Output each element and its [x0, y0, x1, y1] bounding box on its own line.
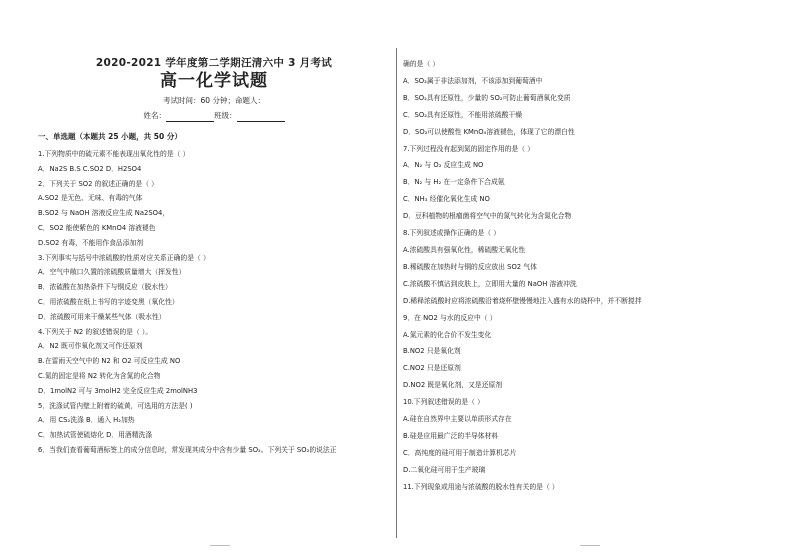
subject-title: 高一化学试题: [160, 71, 268, 91]
question-line: B.NO2 只是氧化剂: [403, 347, 461, 356]
question-line: A．用 CS₂洗涤 B．通入 H₂加热: [38, 416, 135, 425]
question-line: C．高纯度的硅可用于制造计算机芯片: [403, 448, 517, 457]
exam-info-text: 考试时间：60 分钟；命题人：: [163, 96, 265, 105]
page-footer-left: [210, 545, 230, 554]
question-line: C．加热试管使硫熔化 D．用酒精洗涤: [38, 431, 153, 440]
question-line: 3.下列事实与括号中浓硫酸的性质对应关系正确的是（ ）: [38, 253, 210, 262]
question-line: 7.下列过程没有起到氮的固定作用的是（ ）: [403, 144, 534, 153]
question-line: D.稀释浓硫酸时应将浓硫酸沿着烧杯壁慢慢地注入盛有水的烧杯中，并不断搅拌: [403, 296, 642, 305]
name-label: 姓名：: [143, 111, 166, 120]
question-line: C．SO2 能使紫色的 KMnO4 溶液褪色: [38, 223, 156, 232]
question-line: D．SO₂可以使酸性 KMnO₄溶液褪色，体现了它的漂白性: [403, 127, 575, 136]
question-line: A.浓硫酸具有强氧化性，稀硫酸无氧化性: [403, 245, 526, 254]
question-line: A．N₂ 与 O₂ 反应生成 NO: [403, 161, 484, 170]
question-line: B.稀硫酸在加热时与铜的反应放出 SO2 气体: [403, 262, 537, 271]
question-line: C．用浓硫酸在纸上书写的字迹变黑（氧化性）: [38, 297, 179, 306]
question-line: D．1molN2 可与 3molH2 完全反应生成 2molNH3: [38, 386, 198, 395]
question-line: C．SO₂具有还原性，不能用浓硫酸干燥: [403, 110, 523, 119]
question-line: A．SO₂属于非法添加剂，不该添加到葡萄酒中: [403, 76, 543, 85]
exam-info: [38, 94, 390, 107]
question-line: C．NH₃ 经催化氧化生成 NO: [403, 195, 490, 204]
question-line: C.NO2 只是还原剂: [403, 364, 461, 373]
right-column: [403, 56, 763, 496]
question-line: D.NO2 既是氧化剂，又是还原剂: [403, 381, 503, 390]
question-line: A．空气中敞口久置的浓硫酸质量增大（挥发性）: [38, 268, 186, 277]
question-line: B.硅是应用最广泛的半导体材料: [403, 431, 499, 440]
question-line: D.二氧化硅可用于生产玻璃: [403, 465, 486, 474]
page-footer-right: [580, 545, 600, 554]
question-line: A.氮元素的化合价不发生变化: [403, 330, 492, 339]
question-line: B．N₂ 与 H₂ 在一定条件下合成氨: [403, 178, 505, 187]
question-line: A．N2 既可作氧化剂又可作还原剂: [38, 342, 143, 351]
class-blank: [237, 112, 285, 122]
question-line: 4.下列关于 N2 的叙述错误的是（ ）。: [38, 327, 153, 336]
question-line: A.硅在自然界中主要以单质形式存在: [403, 415, 512, 424]
question-line: A.SO2 是无色、无味、有毒的气体: [38, 194, 143, 203]
question-line: C.浓硫酸不慎沾到皮肤上，立即用大量的 NaOH 溶液冲洗: [403, 279, 577, 288]
column-divider: [396, 48, 397, 538]
question-line: 确的是（ ）: [403, 60, 440, 68]
right-question-list: [403, 56, 763, 496]
question-line: A．Na2S B.S C.SO2 D．H2SO4: [38, 164, 142, 173]
exam-title: 2020-2021 学年度第二学期汪清六中 3 月考试: [95, 57, 333, 69]
question-line: 11.下列现象或用途与浓硫酸的脱水性有关的是（ ）: [403, 482, 559, 491]
name-blank: [166, 112, 214, 122]
class-label: 班级：: [214, 111, 237, 120]
question-line: 10.下列叙述错误的是（ ）: [403, 398, 484, 407]
question-line: C.氮的固定是将 N2 转化为含氮的化合物: [38, 371, 161, 380]
question-line: D.SO2 有毒，不能用作食品添加剂: [38, 238, 144, 247]
left-question-list: [38, 147, 390, 458]
question-line: B.在雷雨天空气中的 N2 和 O2 可反应生成 NO: [38, 357, 181, 366]
student-info: [38, 109, 390, 122]
question-line: B.SO2 与 NaOH 溶液反应生成 Na2SO4，: [38, 209, 170, 218]
question-line: 2．下列关于 SO2 的叙述正确的是（ ）: [38, 179, 158, 188]
question-line: 8.下列叙述或操作正确的是（ ）: [403, 229, 501, 238]
left-column: [38, 56, 390, 458]
question-line: 5．洗涤试管内壁上附着的硫黄，可选用的方法是( ): [38, 401, 193, 410]
question-line: D．浓硫酸可用来干燥某些气体（吸水性）: [38, 312, 166, 321]
question-line: 6．当我们查看葡萄酒标签上的成分信息时，常发现其成分中含有少量 SO₂。下列关于 SO₂的说法正: [38, 445, 337, 454]
question-line: B．浓硫酸在加热条件下与铜反应（脱水性）: [38, 283, 172, 292]
question-line: 9．在 NO2 与水的反应中（ ）: [403, 313, 497, 322]
question-line: B．SO₂具有还原性，少量的 SO₂可防止葡萄酒氧化变质: [403, 93, 571, 102]
section-title: 一、单选题（本题共 25 小题，共 50 分）: [38, 132, 182, 141]
question-line: 1.下列物质中的硫元素不能表现出氧化性的是（ ）: [38, 150, 190, 158]
question-line: D．豆科植物的根瘤菌将空气中的氮气转化为含氮化合物: [403, 212, 572, 221]
